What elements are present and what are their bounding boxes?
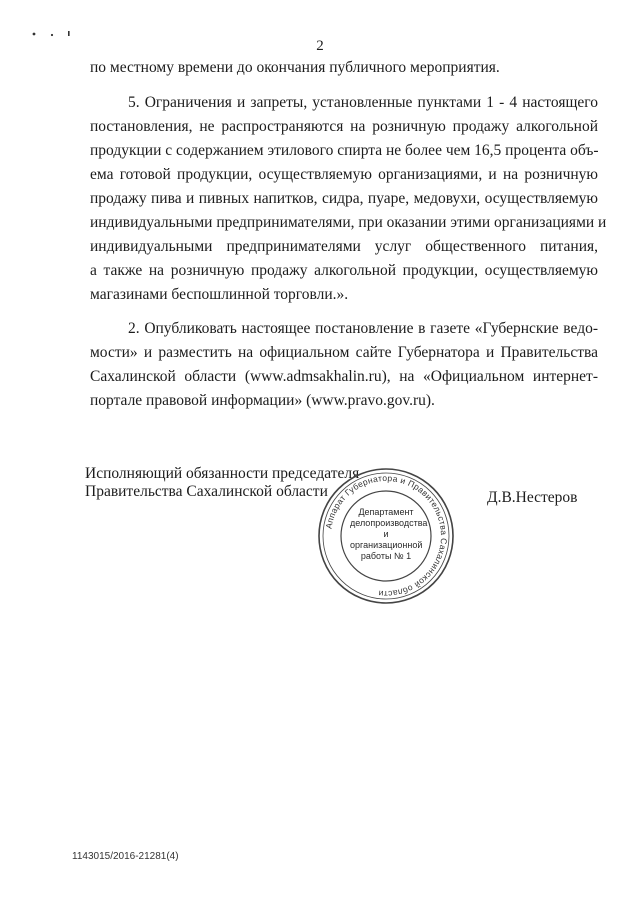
body-line: ема готовой продукции, осуществляемую организациями, и на розничную xyxy=(90,166,598,183)
body-line: индивидуальными предпринимателями услуг общественного питания, xyxy=(90,238,598,255)
body-line: Сахалинской области (www.admsakhalin.ru), на «Официальном интернет- xyxy=(90,368,598,385)
body-line: продажу пива и пивных напитков, сидра, пуаре, медовухи, осуществляемую xyxy=(90,190,598,207)
body-line: индивидуальными предпринимателями, при оказании этими организациями и xyxy=(90,214,607,231)
body-line: 5. Ограничения и запреты, установленные пунктами 1 - 4 настоящего xyxy=(128,94,598,111)
body-line: мости» и разместить на официальном сайте Губернатора и Правительства xyxy=(90,344,598,361)
body-line: портале правовой информации» (www.pravo.gov.ru). xyxy=(90,392,435,409)
body-line: а также на розничную продажу алкогольной продукции, осуществляемую xyxy=(90,262,598,279)
stamp-ring-text: Аппарат Губернатора и Правительства Сахалинской области xyxy=(323,472,450,600)
body-line: магазинами беспошлинной торговли.». xyxy=(90,286,349,303)
stamp-center-line: Департамент xyxy=(358,507,414,517)
body-line: продукции с содержанием этилового спирта не более чем 16,5 процента объ- xyxy=(90,142,599,159)
stamp-center-text xyxy=(350,507,428,562)
page-number: 2 xyxy=(316,38,324,54)
stamp-center-line: и организационной xyxy=(350,529,423,550)
stamp-center-line: работы № 1 xyxy=(360,551,412,561)
document-code: 1143015/2016-21281(4) xyxy=(72,851,179,862)
body-line: постановления, не распространяются на розничную продажу алкогольной xyxy=(90,118,598,135)
signatory-title-line2: Правительства Сахалинской области xyxy=(85,483,328,500)
signatory-title-line1: Исполняющий обязанности председателя xyxy=(85,465,360,482)
signatory-name: Д.В.Нестеров xyxy=(487,489,578,506)
body-line: 2. Опубликовать настоящее постановление в газете «Губернские ведо- xyxy=(128,320,598,337)
stamp-center-line: делопроизводства xyxy=(350,518,428,528)
body-line: по местному времени до окончания публичного мероприятия. xyxy=(90,59,500,76)
